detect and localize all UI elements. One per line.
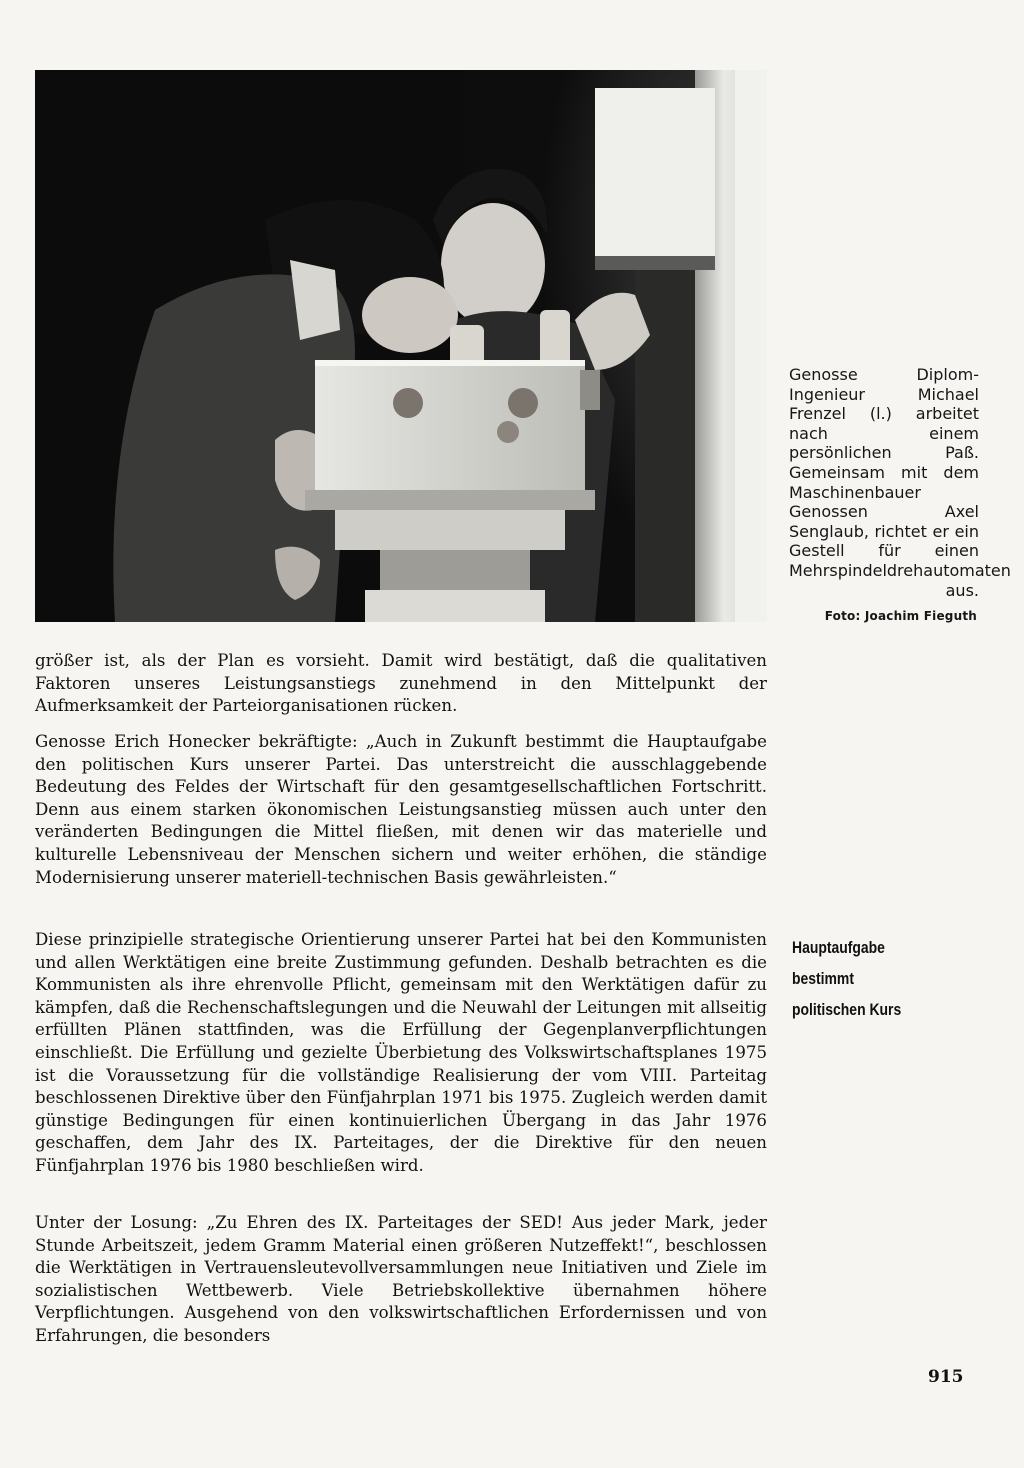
paragraph-text: Diese prinzipielle strategische Orientierung unserer Partei hat bei den Kommunisten und allen Werktätigen eine breite Zustimmung gefunden. Deshalb betrachten es die Kommunisten als ihre ehrenvolle Pflicht, gemeinsam mit den Werktätigen dafür zu kämpfen, daß die Rechenschaftslegungen und die Neuwahl der Leitungen mit allseitig erfüllten Plänen stattfinden, was die Erfüllung der Gegenplanverpflichtungen einschließt. Die Erfüllung und gezielte Überbietung des Volkswirtschaftsplanes 1975 ist die Voraussetzung für die vollständige Realisierung der vom VIII. Parteitag beschlossenen Direktive über den Fünfjahrplan 1971 bis 1975. Zugleich werden damit günstige Bedingungen für einen kontinuierlichen Übergang in das Jahr 1976 geschaffen, dem Jahr des IX. Parteitages, der die Direktive für den neuen Fünfjahrplan 1976 bis 1980 beschließen wird. (35, 930, 767, 1175)
paragraph-4 (35, 1212, 767, 1348)
page-number: 915 (928, 1367, 964, 1387)
photo-caption (789, 365, 1011, 600)
paragraph-1 (35, 650, 767, 718)
paragraph-text: Unter der Losung: „Zu Ehren des IX. Parteitages der SED! Aus jeder Mark, jeder Stunde Arbeitszeit, jedem Gramm Material einen größeren Nutzeffekt!“, beschlossen die Werktätigen in Vertrauensleutevollversammlungen neue Initiativen und Ziele im sozialistischen Wettbewerb. Viele Betriebskollektive übernahmen höhere Verpflichtungen. Ausgehend von den volkswirtschaftlichen Erfordernissen und von Erfahrungen, die besonders (35, 1213, 767, 1345)
paragraph-3 (35, 929, 767, 1178)
margin-heading (792, 932, 940, 1025)
paragraph-text: Genosse Erich Honecker bekräftigte: „Auch in Zukunft bestimmt die Hauptaufgabe den politischen Kurs unserer Partei. Das unterstreicht die ausschlaggebende Bedeutung des Feldes der Wirtschaft für den gesamtgesellschaftlichen Fortschritt. Denn aus einem starken ökonomischen Leistungsanstieg müssen auch unter den veränderten Bedingungen die Mittel fließen, mit denen wir das materielle und kulturelle Lebensniveau der Menschen sichern und weiter erhöhen, die ständige Modernisierung unserer materiell-technischen Basis gewährleisten.“ (35, 732, 767, 887)
paragraph-text: größer ist, als der Plan es vorsieht. Damit wird bestätigt, daß die qualitativen Faktoren unseres Leistungsanstiegs zunehmend in den Mittelpunkt der Aufmerksamkeit der Parteiorganisationen rücken. (35, 651, 767, 716)
margin-heading-line: Hauptaufgabe (792, 938, 885, 957)
caption-text: Genosse Diplom-Ingenieur Michael Frenzel (l.) arbeitet nach einem persönlichen Paß. Gemeinsam mit dem Maschinenbauer Genossen Axel Senglaub, richtet er ein Gestell für einen Mehrspindeldrehautomaten aus. (789, 365, 1011, 600)
photo-credit: Foto: Joachim Fieguth (824, 609, 977, 623)
margin-heading-line: politischen Kurs (792, 1000, 902, 1019)
paragraph-2 (35, 731, 767, 889)
margin-heading-line: bestimmt (792, 969, 854, 988)
photo-illustration (35, 70, 767, 622)
photo (35, 70, 767, 622)
